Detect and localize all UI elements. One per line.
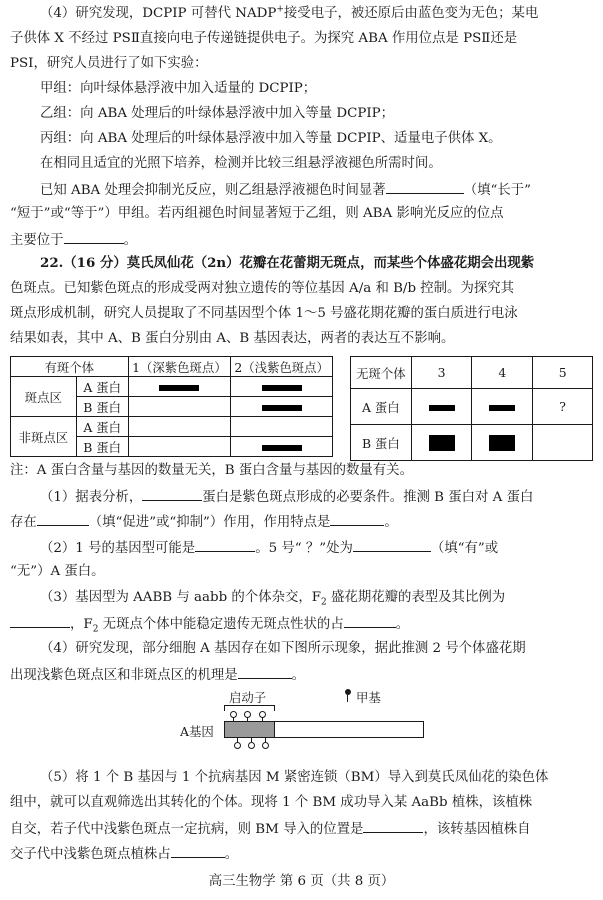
methyl-top-3-stem [262, 717, 263, 721]
gene-label: A基因 [180, 724, 214, 739]
protein-band [262, 405, 302, 411]
band-cell [472, 425, 533, 461]
protein-b-label: B 蛋白 [76, 397, 128, 417]
methyl-label: 甲基 [356, 690, 381, 705]
band-cell [411, 389, 472, 425]
q22-4-line-1: （4）研究发现，部分细胞 A 基因存在如下图所示现象，据此推测 2 号个体盛花期 [40, 641, 526, 656]
band-cell [231, 417, 333, 437]
q22-3-line-2: ，$F_2$ 无斑点个体中能稳定遗传无斑点性状的占 。 [10, 613, 595, 634]
band-cell [533, 425, 593, 461]
protein-band [429, 435, 455, 451]
q22-1-line-1: （1）据表分析， 蛋白是紫色斑点形成的必要条件。推测 B 蛋白对 A 蛋白 [40, 486, 595, 507]
q22-line-1: 22.（16 分）莫氏凤仙花（2n）花瓣在花蕾期无斑点，而某些个体盛花期会出现紫 [40, 255, 535, 271]
answer-blank[interactable] [238, 664, 292, 679]
unspotted-header-cell: 无斑个体 [351, 357, 412, 389]
band-cell [128, 397, 231, 417]
region-spot: 斑点区 [11, 377, 77, 417]
spotted-table [10, 356, 333, 457]
band-cell [128, 377, 231, 397]
q4-line-1: （4）研究发现，DCPIP 可替代 NADP+接受电子，被还原后由蓝色变为无色；某电 [40, 4, 539, 21]
q22-2-line-2: “无”）A 蛋白。 [10, 564, 105, 579]
band-cell [231, 397, 333, 417]
protein-band [159, 385, 199, 391]
methyl-top-2-stem [247, 717, 248, 721]
band-cell [231, 437, 333, 457]
protein-band [262, 445, 302, 451]
answer-blank[interactable] [171, 843, 225, 858]
q4-line-7: 在相同且适宜的光照下培养，检测并比较三组悬浮液褪色所需时间。 [40, 156, 442, 171]
q22-5-line-1: （5）将 1 个 B 基因与 1 个抗病基因 M 紧密连锁（BM）导入到莫氏凤仙花的染色体 [40, 770, 549, 785]
q22-5-line-4: 交子代中浅紫色斑点植株占 。 [10, 843, 595, 864]
gene-figure [180, 688, 425, 750]
unspotted-table [350, 356, 593, 461]
unspotted-header-cell: 5 [533, 357, 593, 389]
protein-a-label: A 蛋白 [76, 377, 128, 397]
promoter-label: 启动子 [229, 690, 267, 705]
unspotted-header-cell: 3 [411, 357, 472, 389]
answer-blank[interactable] [10, 613, 70, 628]
protein-a-label: A 蛋白 [76, 417, 128, 437]
protein-a-label: A 蛋白 [351, 389, 412, 425]
protein-band [429, 405, 455, 411]
answer-blank[interactable] [37, 511, 89, 526]
q22-3-line-1: （3）基因型为 AABB 与 aabb 的个体杂交，$F_2$ 盛花期花瓣的表型及其比例为 [40, 590, 506, 608]
q4-group-c: 丙组：向 ABA 处理后的叶绿体悬浮液中加入等量 DCPIP、适量电子供体 X。 [40, 131, 502, 146]
methyl-bottom-3 [262, 742, 269, 749]
answer-blank[interactable] [386, 179, 464, 194]
q22-5-line-2: 组中，就可以直观筛选出其转化的个体。现将 1 个 BM 成功导入某 AaBb 植株，该植株 [10, 795, 533, 810]
q22-line-3: 斑点形成机制，研究人员提取了不同基因型个体 1～5 号盛花期花瓣的蛋白质进行电泳 [10, 306, 518, 321]
band-cell [231, 377, 333, 397]
q4-line-8: 已知 ABA 处理会抑制光反应，则乙组悬浮液褪色时间显著 （填“长于” [40, 179, 595, 200]
promoter-bracket [224, 705, 275, 711]
unknown-mark: ? [533, 389, 593, 425]
q4-line-2: 子供体 X 不经过 PSⅡ直接向电子传递链提供电子。为探究 ABA 作用位点是 PSⅡ还是 [10, 31, 518, 46]
protein-band [262, 385, 302, 391]
spotted-header-cell: 有斑个体 [11, 357, 129, 377]
answer-blank[interactable] [353, 537, 431, 552]
q4-line-9: “短于”或“等于”）甲组。若丙组褪色时间显著短于乙组，则 ABA 影响光反应的位点 [10, 206, 504, 221]
protein-band [489, 435, 515, 451]
band-cell [128, 437, 231, 457]
band-cell [472, 389, 533, 425]
band-cell [411, 425, 472, 461]
answer-blank[interactable] [330, 511, 384, 526]
promoter-region [224, 721, 275, 738]
methyl-bottom-2 [248, 742, 255, 749]
methyl-legend-icon [345, 689, 351, 695]
protein-band [489, 405, 515, 411]
q4-line-10: 主要位于 。 [10, 229, 595, 250]
q22-4-line-2: 出现浅紫色斑点区和非斑点区的机理是 。 [10, 664, 595, 685]
region-non-spot: 非斑点区 [11, 417, 77, 457]
q4-group-a: 甲组：向叶绿体悬浮液中加入适量的 DCPIP； [40, 81, 317, 96]
answer-blank[interactable] [142, 486, 202, 501]
band-cell [128, 417, 231, 437]
spotted-header-cell: 1（深紫色斑点） [128, 357, 231, 377]
q22-line-2: 色斑点。已知紫色斑点的形成受两对独立遗传的等位基因 A/a 和 B/b 控制。为探究其 [10, 281, 515, 296]
answer-blank[interactable] [363, 818, 423, 833]
q4-line-3: PSⅠ，研究人员进行了如下实验： [10, 56, 208, 71]
page-footer: 高三生物学 第 6 页（共 8 页） [208, 874, 395, 889]
methyl-bottom-1 [234, 742, 241, 749]
protein-b-label: B 蛋白 [76, 437, 128, 457]
methyl-top-1-stem [233, 717, 234, 721]
spotted-header-cell: 2（浅紫色斑点） [231, 357, 333, 377]
protein-b-label: B 蛋白 [351, 425, 412, 461]
q22-5-line-3: 自交，若子代中浅紫色斑点一定抗病，则 BM 导入的位置是 ，该转基因植株自 [10, 818, 595, 839]
q22-1-line-2: 存在 （填“促进”或“抑制”）作用，作用特点是 。 [10, 511, 595, 532]
q4-group-b: 乙组：向 ABA 处理后的叶绿体悬浮液中加入等量 DCPIP； [40, 106, 395, 121]
answer-blank[interactable] [64, 229, 124, 244]
answer-blank[interactable] [195, 537, 255, 552]
q22-2-line-1: （2）1 号的基因型可能是 。5 号“ ？”处为 （填“有”或 [40, 537, 595, 558]
table-note: 注：A 蛋白含量与基因的数量无关，B 蛋白含量与基因的数量有关。 [10, 463, 413, 478]
q22-line-4: 结果如表，其中 A、B 蛋白分别由 A、B 基因表达，两者的表达互不影响。 [10, 331, 455, 346]
methyl-legend-stem [347, 695, 348, 702]
unspotted-header-cell: 4 [472, 357, 533, 389]
answer-blank[interactable] [344, 613, 396, 628]
